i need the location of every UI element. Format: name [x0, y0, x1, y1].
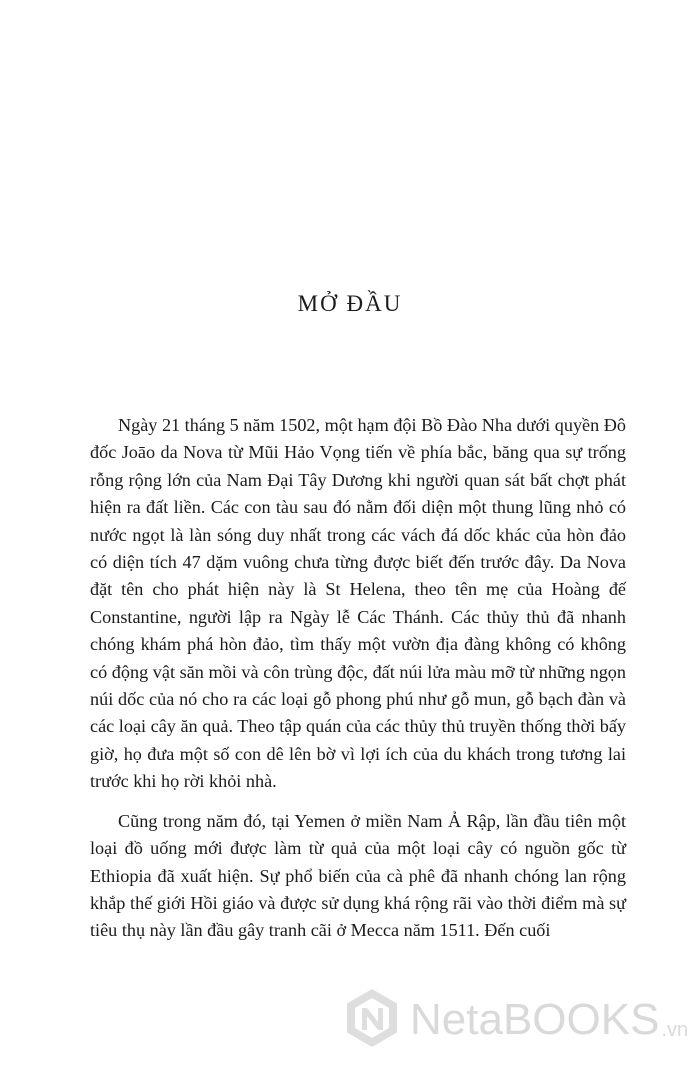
watermark-suffix: .vn: [661, 1019, 689, 1041]
chapter-title: MỞ ĐẦU: [297, 291, 403, 316]
watermark-brand: NetaBOOKS: [410, 995, 660, 1044]
watermark: [340, 980, 689, 1060]
netabooks-logo-icon: [340, 986, 404, 1055]
paragraph-1: Ngày 21 tháng 5 năm 1502, một hạm đội Bồ Đào Nha dưới quyền Đô đốc Joāo da Nova từ Mũi Hảo Vọng tiến về phía bắc, băng qua sự trống rỗng rộng lớn của Nam Đại Tây Dương khi người quan sát bất chợt phát hiện ra đất liền. Các con tàu sau đó nằm đối diện một thung lũng nhỏ có nước ngọt là làn sóng duy nhất trong các vách đá dốc khác của hòn đảo có diện tích 47 dặm vuông chưa từng được biết đến trước đây. Da Nova đặt tên cho phát hiện này là St Helena, theo tên mẹ của Hoàng đế Constantine, người lập ra Ngày lễ Các Thánh. Các thủy thủ đã nhanh chóng khám phá hòn đảo, tìm thấy một vườn địa đàng không có không có động vật săn mồi và côn trùng độc, đất núi lửa màu mỡ từ những ngọn núi dốc của nó cho ra các loại gỗ phong phú như gỗ mun, gỗ bạch đàn và các loại cây ăn quả. Theo tập quán của các thủy thủ truyền thống thời bấy giờ, họ đưa một số con dê lên bờ vì lợi ích của du khách trong tương lai trước khi họ rời khỏi nhà.: [90, 415, 626, 792]
paragraph-2: Cũng trong năm đó, tại Yemen ở miền Nam Ả Rập, lần đầu tiên một loại đồ uống mới được làm từ quả của một loại cây có nguồn gốc từ Ethiopia đã xuất hiện. Sự phổ biến của cà phê đã nhanh chóng lan rộng khắp thế giới Hồi giáo và được sử dụng khá rộng rãi vào thời điểm mà sự tiêu thụ này lần đầu gây tranh cãi ở Mecca năm 1511. Đến cuối: [90, 810, 626, 941]
body-text: [90, 412, 626, 945]
